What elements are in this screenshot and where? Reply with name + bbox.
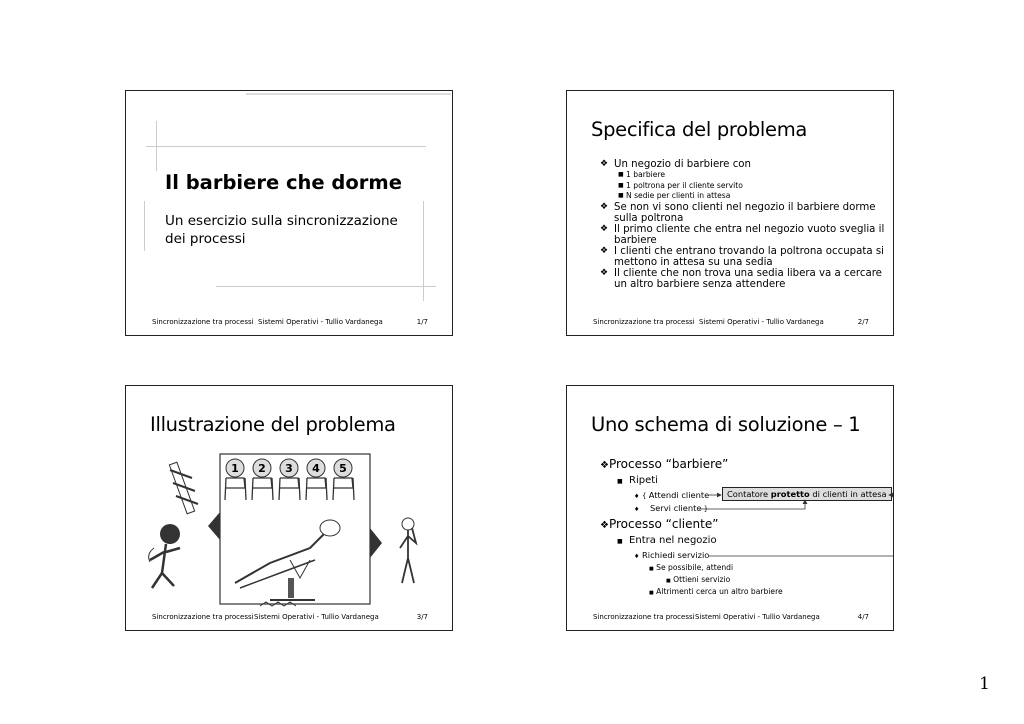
chair-number: 2 [258, 462, 266, 475]
sub-bullet-item: ■ Entra nel negozio [617, 535, 717, 546]
decorative-line [423, 201, 424, 301]
sleeping-barber-icon [235, 520, 340, 606]
decorative-line [246, 93, 451, 95]
decorative-line [144, 201, 145, 251]
sub-bullet-item: ■ Ripeti [617, 475, 658, 486]
slide-number: 2/7 [857, 318, 869, 326]
slide-title: Il barbiere che dorme [165, 171, 402, 194]
footer-course: Sincronizzazione tra processi [152, 318, 254, 326]
square-bullet-icon: ■ [618, 181, 624, 189]
dot-bullet-icon: ♦ [634, 506, 640, 513]
square-bullet-icon: ■ [618, 171, 624, 178]
diamond-bullet-icon: ❖ [600, 520, 609, 531]
customer-icon [400, 518, 416, 583]
waiting-chairs [225, 459, 354, 500]
bullet-item: ❖ Un negozio di barbiere con [600, 159, 751, 170]
bullet-continuation: sulla poltrona [614, 212, 684, 224]
footer-author: Sistemi Operativi - Tullio Vardanega [695, 613, 820, 621]
decorative-line [216, 286, 436, 287]
barber-illustration [140, 448, 440, 613]
sub-sub-item: ♦ Servi cliente } [634, 503, 709, 513]
square-bullet-icon: ■ [649, 566, 654, 572]
slide-number: 4/7 [857, 613, 869, 621]
square-bullet-icon: ■ [617, 538, 623, 545]
footer-author: Sistemi Operativi - Tullio Vardanega [254, 613, 379, 621]
slide-title: Illustrazione del problema [150, 413, 396, 436]
bullet-item: ❖Processo “cliente” [600, 517, 719, 531]
chair-number: 3 [285, 462, 293, 475]
waiting-chair-icon [252, 459, 273, 500]
footer-course: Sincronizzazione tra processi [593, 613, 695, 621]
diamond-bullet-icon: ❖ [600, 223, 609, 234]
level5-item: ■ Ottieni servizio [666, 575, 731, 584]
bullet-item: ❖ I clienti che entrano trovando la poltrona occupata si [600, 245, 884, 257]
slide-2 [566, 90, 894, 336]
square-bullet-icon: ■ [666, 578, 671, 584]
waiting-chair-icon [225, 459, 246, 500]
slide-number: 3/7 [416, 613, 428, 621]
footer-course: Sincronizzazione tra processi [593, 318, 695, 326]
angry-customer-icon [149, 524, 180, 588]
sub-sub-item: ♦ Richiedi servizio [634, 550, 710, 560]
slide-footer [126, 613, 452, 623]
sub-bullet-item: ■ N sedie per clienti in attesa [618, 191, 731, 200]
chair-number: 4 [312, 462, 320, 475]
slide-3 [125, 385, 453, 631]
bullet-continuation: barbiere [614, 234, 657, 246]
square-bullet-icon: ■ [649, 590, 654, 596]
diamond-bullet-icon: ❖ [600, 201, 609, 212]
chair-number: 1 [231, 462, 239, 475]
subtitle-line: Un esercizio sulla sincronizzazione [165, 213, 398, 229]
square-bullet-icon: ■ [617, 478, 623, 485]
waiting-chair-icon [279, 459, 300, 500]
sub-bullet-item: ■ 1 poltrona per il cliente servito [618, 180, 743, 190]
slide-4 [566, 385, 894, 631]
square-bullet-icon: ■ [618, 192, 624, 199]
barber-pole-icon [169, 462, 198, 514]
page-number: 1 [979, 674, 990, 694]
bullet-continuation: un altro barbiere senza attendere [614, 278, 786, 290]
level4-item: ■ Altrimenti cerca un altro barbiere [649, 587, 783, 596]
sub-bullet-item: ■ 1 barbiere [618, 170, 666, 179]
slide-number: 1/7 [416, 318, 428, 326]
slide-footer [567, 318, 893, 328]
slide-title: Uno schema di soluzione – 1 [591, 413, 861, 436]
subtitle-line: dei processi [165, 231, 246, 247]
protected-counter-box: Contatore protetto di clienti in attesa [722, 487, 892, 501]
footer-author: Sistemi Operativi - Tullio Vardanega [699, 318, 824, 326]
slide-1 [125, 90, 453, 336]
slide-footer [126, 318, 452, 328]
bullet-item: ❖ Il primo cliente che entra nel negozio vuoto sveglia il [600, 223, 885, 235]
level4-item: ■ Se possibile, attendi [649, 563, 734, 572]
slide-title: Specifica del problema [591, 118, 808, 141]
diamond-bullet-icon: ❖ [600, 245, 609, 256]
dot-bullet-icon: ♦ [634, 553, 640, 560]
slide-subtitle [165, 212, 398, 248]
footer-course: Sincronizzazione tra processi [152, 613, 254, 621]
dot-bullet-icon: ♦ [634, 493, 640, 500]
sub-sub-item: ♦ { Attendi cliente [634, 490, 710, 500]
waiting-chair-icon [333, 459, 354, 500]
bullet-continuation: mettono in attesa su una sedia [614, 256, 773, 268]
bullet-item: ❖ Se non vi sono clienti nel negozio il barbiere dorme [600, 201, 876, 213]
footer-author: Sistemi Operativi - Tullio Vardanega [258, 318, 383, 326]
diamond-bullet-icon: ❖ [600, 460, 609, 471]
waiting-chair-icon [306, 459, 327, 500]
bullet-item: ❖ Il cliente che non trova una sedia libera va a cercare [600, 267, 882, 279]
chair-number: 5 [339, 462, 347, 475]
diamond-bullet-icon: ❖ [600, 159, 609, 169]
bullet-item: ❖Processo “barbiere” [600, 457, 729, 471]
decorative-line [146, 146, 426, 147]
bullet-list [600, 159, 890, 290]
diamond-bullet-icon: ❖ [600, 267, 609, 278]
slide-footer [567, 613, 893, 623]
